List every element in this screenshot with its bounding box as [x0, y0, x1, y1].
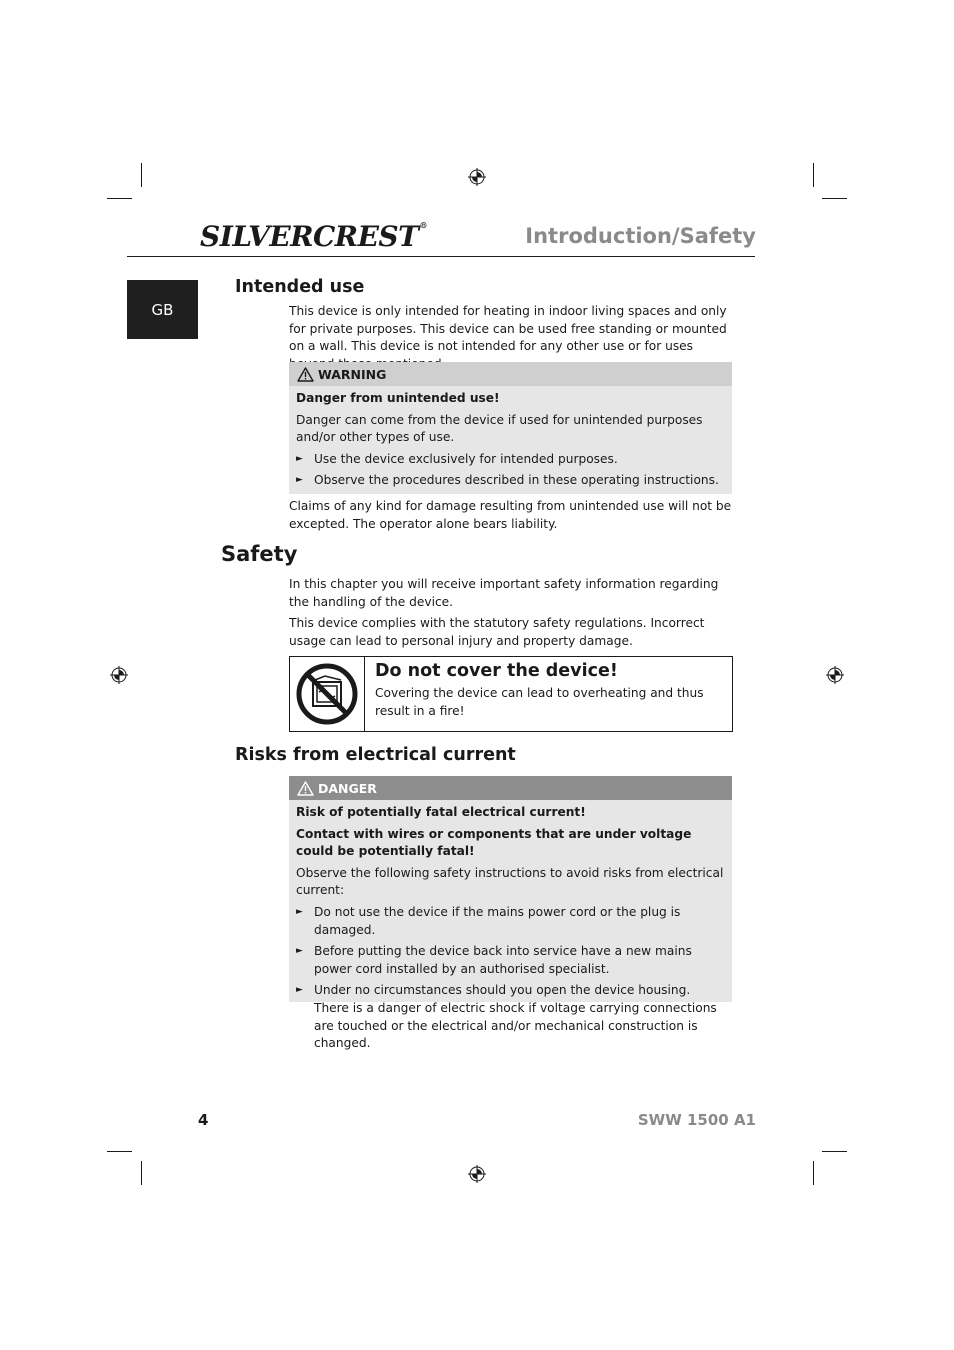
list-item [296, 472, 725, 490]
danger-text: Observe the following safety instructions to avoid risks from electrical current: [296, 865, 724, 898]
do-not-cover-icon [295, 662, 359, 726]
warning-triangle-icon [297, 781, 314, 796]
crop-mark [107, 198, 132, 199]
electrical-heading: Risks from electrical current [235, 745, 516, 765]
warning-triangle-icon [297, 367, 314, 382]
notice-icon-cell [290, 657, 365, 731]
crop-mark [813, 1161, 814, 1185]
crop-mark [141, 1161, 142, 1185]
page-number: 4 [198, 1111, 209, 1129]
bullet-arrow-icon: ► [296, 906, 303, 917]
notice-text: Covering the device can lead to overheating and thus result in a fire! [375, 686, 704, 718]
registration-mark-icon [826, 666, 844, 684]
notice-text-cell [365, 657, 732, 731]
bullet-arrow-icon: ► [296, 946, 303, 957]
warning-body [289, 386, 732, 496]
list-item [296, 904, 725, 939]
warning-header [289, 362, 732, 386]
list-item [296, 982, 725, 1052]
safety-intro-text: In this chapter you will receive important safety information regarding the handling of the device. [289, 577, 719, 609]
danger-label: DANGER [318, 780, 377, 796]
bullet-arrow-icon: ► [296, 475, 303, 486]
crop-mark [107, 1151, 132, 1152]
model-number: SWW 1500 A1 [637, 1111, 756, 1129]
intended-use-text: This device is only intended for heating in indoor living spaces and only for private purposes. This device can be used free standing or mounted on a wall. This device is not intended for any other use or for uses [289, 304, 727, 354]
list-item [296, 943, 725, 978]
section-title: Introduction/Safety [525, 224, 756, 248]
crop-mark [822, 198, 847, 199]
brand-logo [200, 220, 427, 253]
warning-heading: Danger from unintended use! [296, 391, 500, 405]
brand-name: SILVERCREST [200, 220, 419, 253]
header-rule [127, 256, 755, 257]
notice-title: Do not cover the device! [375, 661, 618, 681]
warning-text: Danger can come from the device if used for unintended purposes and/or other types of use. [296, 412, 703, 445]
list-item-text: Do not use the device if the mains power cord or the plug is damaged. [314, 904, 681, 937]
language-tab: GB [127, 280, 198, 339]
list-item-text: Use the device exclusively for intended purposes. [314, 451, 618, 466]
crop-mark [822, 1151, 847, 1152]
danger-heading: Risk of potentially fatal electrical current! [296, 805, 586, 819]
do-not-cover-notice [289, 656, 733, 732]
registration-mark-icon [468, 168, 486, 186]
danger-subheading: Contact with wires or components that are under voltage could be potentially fatal! [296, 826, 692, 859]
warning-box [289, 362, 732, 494]
list-item-text: Observe the procedures described in these operating instructions. [314, 473, 719, 488]
warning-label: WARNING [318, 366, 387, 382]
registration-mark-icon [110, 666, 128, 684]
danger-box [289, 776, 732, 1051]
bullet-arrow-icon: ► [296, 985, 303, 996]
crop-mark [813, 163, 814, 187]
list-item [296, 451, 725, 469]
trademark-symbol: ® [419, 220, 427, 230]
intended-use-heading: Intended use [235, 277, 365, 297]
list-item-text: Under no circumstances should you open the device housing. There is a danger of electric shock if voltage carrying connections are touched or the electrical and/or mechanical construction is changed. [314, 983, 717, 1051]
safety-regulations-text: This device complies with the statutory safety regulations. Incorrect usage can lead to personal injury and property damage. [289, 616, 705, 648]
bullet-arrow-icon: ► [296, 453, 303, 464]
registration-mark-icon [468, 1165, 486, 1183]
list-item-text: Before putting the device back into service have a new mains power cord installed by an authorised specialist. [314, 944, 692, 976]
safety-heading: Safety [221, 542, 298, 566]
claims-text: Claims of any kind for damage resulting from unintended use will not be excepted. The operator alone bears liability. [289, 499, 732, 531]
danger-header [289, 776, 732, 800]
crop-mark [141, 163, 142, 187]
danger-body [289, 800, 732, 1059]
